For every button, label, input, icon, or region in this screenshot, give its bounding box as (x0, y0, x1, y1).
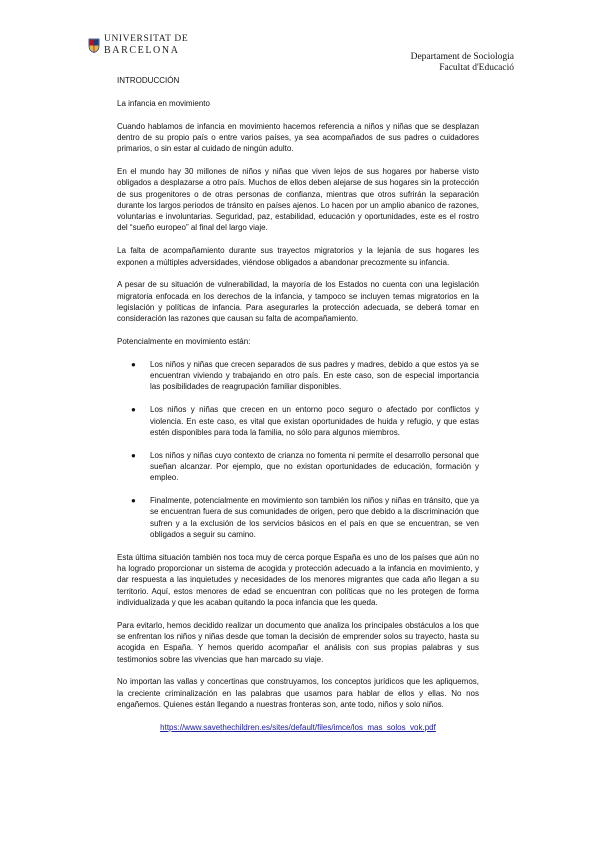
list-item-text: Los niños y niñas que crecen en un entorno poco seguro o afectado por conflictos y violencia. En este caso, es vital que existan oportunidades de huida y refugio, y que estas estén disponibles para toda la familia, no sólo para algunos miembros. (150, 405, 479, 437)
logo-line-2: BARCELONA (104, 45, 180, 56)
university-shield-icon (88, 38, 100, 53)
paragraph: La falta de acompañamiento durante sus trayectos migratorios y la lejanía de sus hogares les exponen a múltiples adversidades, viéndose obligados a abandonar precozmente su infancia. (117, 246, 479, 267)
paragraph: A pesar de su situación de vulnerabilidad, la mayoría de los Estados no cuenta con una legislación migratoria enfocada en los derechos de la infancia, y tampoco se incluyen temas migratorios en la legislación y políticas de infancia. Para asegurarles la protección adecuada, se deberá tomar en consideración las razones que causan su falta de acompañamiento. (117, 280, 479, 324)
paragraph: No importan las vallas y concertinas que construyamos, los conceptos jurídicos que les apliquemos, la creciente criminalización en las palabras que usamos para hablar de ellos y ellas. No nos engañemos. Quienes están llegando a nuestras fronteras son, ante todo, niños y solo niños. (117, 677, 479, 709)
bullet-icon: ● (131, 496, 136, 506)
paragraph: Esta última situación también nos toca muy de cerca porque España es uno de los países que aún no ha logrado proporcionar un sistema de acogida y protección adecuado a la infancia en movimiento, y dar respuesta a las inquietudes y necesidades de los menores migrantes que cada año llegan a su territorio. Aquí, estos menores de edad se encuentran con políticas que no les protegen de forma individualizada y que les acaban quitando la poca infancia que les queda. (117, 552, 479, 607)
list-item-text: Finalmente, potencialmente en movimiento son también los niños y niñas en tránsito, que ya se encuentran fuera de sus comunidades de origen, pero que debido a la discriminación que sufren y a la exclusión de los servicios básicos en el país en que se encuentran, se ven obligados a seguir su camino. (150, 496, 479, 539)
document-body (117, 75, 479, 733)
department-header (411, 52, 514, 74)
list-item (117, 450, 479, 484)
paragraph: Para evitarlo, hemos decidido realizar un documento que analiza los principales obstáculos a los que se enfrentan los niños y niñas desde que toman la decisión de emprender solos su trayecto, hasta su acogida en España. Y hemos querido acompañar el análisis con sus propias palabras y sus testimonios sobre las vivencias que han marcado su viaje. (117, 620, 479, 664)
list-item-text: Los niños y niñas que crecen separados de sus padres y madres, debido a que estos ya se encuentran viviendo y trabajando en otro país. En este caso, son de especial importancia las posibilidades de reagrupación familiar disponibles. (150, 359, 479, 392)
bullet-list (117, 359, 479, 540)
list-item (117, 495, 479, 540)
list-item (117, 359, 479, 393)
department-name: Departament de Sociologia (410, 52, 514, 62)
document-subtitle: La infancia en movimiento (117, 98, 210, 108)
list-heading: Potencialmente en movimiento están: (117, 337, 251, 347)
source-link[interactable]: https://www.savethechildren.es/sites/default/files/imce/los_mas_solos_vok.pdf (160, 722, 436, 732)
logo-line-1: UNIVERSITAT DE (104, 34, 189, 44)
document-title: INTRODUCCIÓN (117, 76, 180, 85)
bullet-icon: ● (131, 450, 136, 460)
list-item-text: Los niños y niñas cuyo contexto de crianza no fomenta ni permite el desarrollo personal que sueñan alcanzar. Por ejemplo, que no existan oportunidades de educación, formación y empleo. (150, 450, 479, 483)
paragraph: En el mundo hay 30 millones de niños y niñas que viven lejos de sus hogares por haberse visto obligados a desplazarse a otro país. Muchos de ellos deben alejarse de sus hogares sin la protección de sus progenitores o de otras personas de confianza, mientras que otros sufrirán la separación durante los largos periodos de tránsito en países ajenos. Lo hacen por un amplio abanico de razones, voluntarias e involuntarias. Seguridad, paz, estabilidad, educación y oportunidades, este es el rostro del “sueño europeo” al final del largo viaje. (117, 166, 479, 233)
university-logo (88, 34, 188, 56)
paragraph: Cuando hablamos de infancia en movimiento hacemos referencia a niños y niñas que se desplazan dentro de su propio país o entre varios países, ya sea acompañados de sus padres o cuidadores primarios, o sin estar al cuidado de ningún adulto. (117, 121, 479, 154)
bullet-icon: ● (131, 405, 136, 415)
faculty-name: Facultat d'Educació (439, 63, 514, 73)
bullet-icon: ● (131, 359, 136, 369)
list-item (117, 404, 479, 438)
